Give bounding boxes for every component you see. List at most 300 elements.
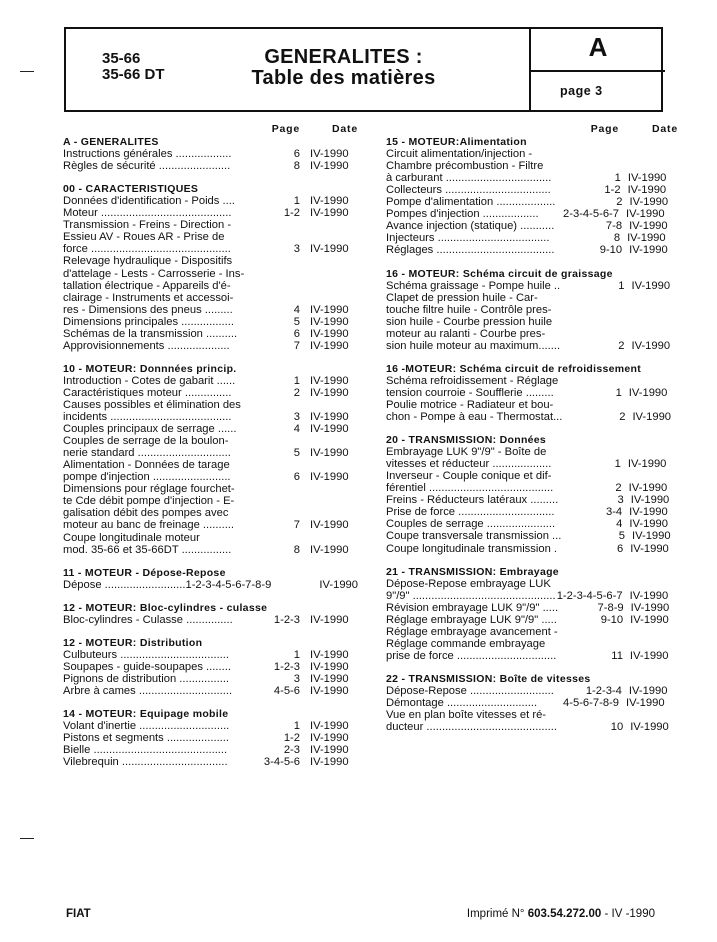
entry-date: IV-1990 <box>310 613 349 626</box>
entry-date: IV-1990 <box>629 649 669 662</box>
page-title <box>221 47 466 89</box>
toc-entry <box>386 638 678 650</box>
entry-date <box>300 532 358 544</box>
entry-date: IV-1990 <box>629 244 668 257</box>
entry-page: 1 <box>614 172 621 185</box>
toc-entry <box>63 304 358 316</box>
entry-title: Pignons de distribution ................ <box>63 672 230 685</box>
entry-title: tension courroie - Soufflerie ......... <box>386 386 554 399</box>
entry-page: 2-3 <box>283 744 300 757</box>
entry-title: Chambre précombustion - Filtre <box>386 160 544 173</box>
toc-entry <box>386 482 678 494</box>
entry-page <box>547 638 619 650</box>
toc-entry <box>63 673 358 685</box>
entry-title: Dépose-Repose ........................... <box>386 684 554 697</box>
toc-entry <box>63 231 358 243</box>
entry-date: IV-1990 <box>310 339 349 352</box>
entry-title: Dépose ..........................1-2-3-4-5-6-7-8-9 <box>63 578 272 591</box>
entry-page: 2 <box>616 196 623 209</box>
entry-date: IV-1990 <box>630 494 670 507</box>
section-box <box>529 29 665 110</box>
entry-date: IV-1990 <box>310 672 349 685</box>
toc-entry <box>63 292 358 304</box>
entry-page <box>551 578 621 590</box>
toc-entry <box>63 720 358 732</box>
toc-section <box>63 708 358 768</box>
entry-title: Bielle ........................................... <box>63 744 228 757</box>
entry-date: IV-1990 <box>310 447 349 460</box>
toc-entry <box>63 649 358 661</box>
entry-page: 4-5-6-7-8-9 <box>563 697 619 710</box>
entry-title: Pompes d'injection .................. <box>386 208 539 221</box>
toc-entry <box>386 244 678 256</box>
entry-title: Règles de sécurité ....................... <box>63 160 231 173</box>
toc-entry <box>386 411 678 423</box>
toc-entry <box>386 543 678 555</box>
entry-page: 7 <box>293 339 300 352</box>
entry-title: te Cde débit pompe d'injection - E- <box>63 495 235 508</box>
entry-date: IV-1990 <box>310 207 349 220</box>
column-header-date: Date <box>652 123 678 135</box>
entry-title: Coupe longitudinale moteur <box>63 531 200 544</box>
column-header <box>386 123 678 135</box>
entry-title: pompe d'injection ......................... <box>63 471 231 484</box>
section-title: 15 - MOTEUR:Alimentation <box>386 136 527 149</box>
toc-entry <box>386 697 678 709</box>
entry-title: prise de force ................................ <box>386 649 557 662</box>
entry-title: nerie standard .............................. <box>63 447 231 460</box>
toc-entry <box>63 195 358 207</box>
toc-entry <box>63 340 358 352</box>
toc-section <box>63 363 358 556</box>
entry-page <box>250 219 300 231</box>
entry-title: Volant d'inertie ............................. <box>63 720 230 733</box>
section-title: 16 - MOTEUR: Schéma circuit de graissage <box>386 267 613 280</box>
entry-date: IV-1990 <box>310 744 349 757</box>
edge-mark-top <box>20 71 34 72</box>
entry-page <box>547 148 619 160</box>
toc-entry <box>386 721 678 733</box>
toc-entry <box>63 532 358 544</box>
entry-title: clairage - Instruments et accessoi- <box>63 291 234 304</box>
toc-section <box>386 673 678 733</box>
entry-title: Avance injection (statique) ........... <box>386 220 555 233</box>
entry-page: 1 <box>614 458 621 471</box>
entry-title: Injecteurs .................................... <box>386 232 550 245</box>
toc-entry <box>386 458 678 470</box>
entry-title: Transmission - Freins - Direction - <box>63 219 232 232</box>
section-title: 12 - MOTEUR: Bloc-cylindres - culasse <box>63 601 268 614</box>
toc-entry <box>63 148 358 160</box>
toc-section <box>386 434 678 554</box>
entry-date <box>619 328 678 340</box>
page-number: page 3 <box>560 84 603 98</box>
entry-title: férentiel ........................................ <box>386 482 554 495</box>
entry-date: IV-1990 <box>630 613 669 626</box>
column-header-date: Date <box>332 123 358 135</box>
toc-entry <box>63 756 358 768</box>
entry-page: 1-2 <box>283 732 300 745</box>
toc-entry <box>63 661 358 673</box>
section-title: 12 - MOTEUR: Distribution <box>63 636 203 649</box>
entry-title: Collecteurs .................................. <box>386 184 551 197</box>
entry-date: IV-1990 <box>310 195 349 208</box>
entry-page: 1-2-3-4 <box>585 684 622 697</box>
toc-entry <box>63 387 358 399</box>
section-title: A - GENERALITES <box>63 136 159 149</box>
entry-title: Moteur .......................................... <box>63 207 232 220</box>
entry-date <box>619 148 678 160</box>
entry-page: 1-2 <box>283 207 300 220</box>
entry-title: res - Dimensions des pneus ......... <box>63 303 233 316</box>
entry-title: tallation électrique - Appareils d'é- <box>63 279 231 292</box>
toc-section <box>386 268 678 352</box>
section-title: 21 - TRANSMISSION: Embrayage <box>386 565 559 578</box>
entry-date: IV-1990 <box>310 471 349 484</box>
toc-entry <box>386 614 678 626</box>
entry-date: IV-1990 <box>319 578 358 591</box>
toc-entry <box>386 280 678 292</box>
entry-page: 7-8-9 <box>597 601 624 614</box>
entry-date <box>619 638 678 650</box>
section-title: 10 - MOTEUR: Donnnées princip. <box>63 362 237 375</box>
toc-entry <box>386 375 678 387</box>
entry-title: 9"/9" .............................................. <box>386 589 556 602</box>
toc-entry <box>63 399 358 411</box>
model-1: 35-66 <box>102 50 141 67</box>
entry-date <box>621 304 678 316</box>
entry-page: 6 <box>616 542 624 555</box>
entry-page: 2 <box>618 339 625 352</box>
entry-date <box>300 255 358 267</box>
entry-page: 1-2 <box>604 184 621 197</box>
toc-entry <box>386 578 678 590</box>
entry-page: 3 <box>617 494 624 507</box>
entry-date: IV-1990 <box>629 220 668 233</box>
entry-page: 6 <box>293 148 300 161</box>
entry-title: moteur au ralanti - Courbe pres- <box>386 327 546 340</box>
entry-title: Causes possibles et élimination des <box>63 398 241 411</box>
printed-suffix: - IV -1990 <box>604 908 655 920</box>
column-header-page: Page <box>271 123 300 135</box>
entry-title: Couples principaux de serrage ...... <box>63 423 237 436</box>
entry-title: Pistons et segments .................... <box>63 732 230 745</box>
toc-entry <box>386 220 678 232</box>
entry-date: IV-1990 <box>310 327 349 340</box>
entry-title: Réglages ...................................... <box>386 244 555 257</box>
section-title: 00 - CARACTERISTIQUES <box>63 183 199 196</box>
toc-entry <box>386 148 678 160</box>
toc-entry <box>63 268 358 280</box>
toc-entry <box>63 435 358 447</box>
toc-entry <box>63 447 358 459</box>
entry-page: 4-5-6 <box>273 684 300 697</box>
entry-date <box>300 495 358 507</box>
toc-entry <box>386 602 678 614</box>
entry-page: 1-2-3 <box>273 660 300 673</box>
toc-entry <box>63 732 358 744</box>
entry-date: IV-1990 <box>310 411 349 424</box>
section-title: 20 - TRANSMISSION: Données <box>386 434 547 447</box>
entry-date: IV-1990 <box>627 458 667 471</box>
entry-page: 11 <box>611 649 623 662</box>
entry-date <box>300 219 358 231</box>
entry-title: Coupe longitudinale transmission . <box>386 542 558 555</box>
entry-title: Alimentation - Données de tarage <box>63 459 230 472</box>
entry-page <box>547 160 619 172</box>
toc-section <box>386 566 678 662</box>
entry-page: 4 <box>293 423 300 436</box>
entry-page: 2 <box>615 482 622 495</box>
toc-entry <box>63 423 358 435</box>
entry-page: 8 <box>293 543 300 556</box>
entry-date: IV-1990 <box>310 315 349 328</box>
entry-title: sion huile - Courbe pression huile <box>386 315 553 328</box>
entry-page <box>250 495 300 507</box>
entry-page: 9-10 <box>600 613 624 626</box>
entry-title: à carburant .................................. <box>386 172 552 185</box>
entry-page <box>250 280 300 292</box>
entry-page: 4 <box>616 518 623 531</box>
entry-page <box>250 292 300 304</box>
entry-date: IV-1990 <box>629 196 669 209</box>
entry-title: sion huile moteur au maximum....... <box>386 339 561 352</box>
entry-title: Arbre à cames .............................. <box>63 684 233 697</box>
entry-title: Réglage embrayage avancement - <box>386 625 558 638</box>
entry-title: ducteur .......................................... <box>386 721 557 734</box>
entry-title: Caractéristiques moteur ............... <box>63 386 232 399</box>
toc-entry <box>386 685 678 697</box>
entry-page <box>558 375 623 387</box>
entry-page: 1-2-3 <box>273 613 300 626</box>
title-line-1: GENERALITES : <box>264 46 423 68</box>
entry-page: 1 <box>618 279 625 292</box>
entry-date: IV-1990 <box>630 601 670 614</box>
toc-entry <box>386 387 678 399</box>
toc-entry <box>386 184 678 196</box>
entry-page: 4 <box>293 303 300 316</box>
toc-entry <box>386 196 678 208</box>
column-header <box>63 123 358 135</box>
entry-date: IV-1990 <box>629 589 669 602</box>
entry-title: Soupapes - guide-soupapes ........ <box>63 660 231 673</box>
entry-page <box>271 579 309 591</box>
entry-date <box>621 316 678 328</box>
entry-date: IV-1990 <box>627 232 666 245</box>
entry-date: IV-1990 <box>626 208 665 221</box>
entry-title: Relevage hydraulique - Dispositifs <box>63 255 233 268</box>
entry-page <box>250 483 300 495</box>
toc-right-column <box>386 123 678 733</box>
entry-page: 3-4-5-6 <box>263 756 300 769</box>
toc-entry <box>63 744 358 756</box>
entry-page <box>250 399 300 411</box>
entry-title: Introduction - Cotes de gabarit ...... <box>63 374 236 387</box>
toc-entry <box>386 518 678 530</box>
entry-page: 1 <box>293 195 300 208</box>
toc-entry <box>386 208 678 220</box>
entry-date <box>621 578 678 590</box>
entry-page: 7-8 <box>605 220 623 233</box>
entry-date: IV-1990 <box>310 648 349 661</box>
section-title: 11 - MOTEUR - Dépose-Repose <box>63 566 226 579</box>
entry-title: Schéma refroidissement - Réglage <box>386 374 559 387</box>
entry-page <box>552 316 621 328</box>
entry-page <box>250 268 300 280</box>
entry-page <box>250 435 300 447</box>
entry-date: IV-1990 <box>630 721 669 734</box>
entry-title: Poulie motrice - Radiateur et bou- <box>386 398 554 411</box>
entry-date: IV-1990 <box>632 411 672 424</box>
toc-entry <box>386 304 678 316</box>
toc-entry <box>386 494 678 506</box>
entry-title: force ............................................. <box>63 243 231 256</box>
entry-page: 2-3-4-5-6-7 <box>563 208 619 221</box>
entry-page: 1-2-3-4-5-6-7 <box>556 589 623 602</box>
entry-date: IV-1990 <box>627 172 667 185</box>
toc-entry <box>63 495 358 507</box>
toc-entry <box>386 506 678 518</box>
printed-number: 603.54.272.00 <box>527 908 602 920</box>
entry-title: moteur au banc de freinage .......... <box>63 519 235 532</box>
entry-title: Essieu AV - Roues AR - Prise de <box>63 231 225 244</box>
entry-date <box>622 399 678 411</box>
toc-entry <box>386 292 678 304</box>
entry-title: Schémas de la transmission .......... <box>63 327 238 340</box>
entry-page <box>547 328 619 340</box>
toc-entry <box>63 375 358 387</box>
toc-entry <box>63 411 358 423</box>
entry-title: Réglage embrayage LUK 9"/9" ..... <box>386 613 557 626</box>
entry-date <box>619 292 678 304</box>
footer-brand: FIAT <box>66 908 91 920</box>
entry-page: 5 <box>293 447 300 460</box>
model-2: 35-66 DT <box>102 66 165 83</box>
entry-page: 1 <box>293 648 300 661</box>
entry-title: Freins - Réducteurs latéraux ......... <box>386 494 559 507</box>
toc-section <box>63 602 358 626</box>
entry-page: 5 <box>618 530 626 543</box>
entry-page: 9-10 <box>599 244 623 257</box>
column-header-page: Page <box>590 123 619 135</box>
entry-date: IV-1990 <box>626 697 665 710</box>
toc-entry <box>63 685 358 697</box>
entry-date: IV-1990 <box>310 756 349 769</box>
entry-date: IV-1990 <box>629 506 668 519</box>
entry-date: IV-1990 <box>310 160 349 173</box>
section-title: 22 - TRANSMISSION: Boîte de vitesses <box>386 672 591 685</box>
entry-page: 7 <box>293 519 300 532</box>
entry-date: IV-1990 <box>310 423 349 436</box>
toc-entry <box>386 626 678 638</box>
model-names <box>102 51 165 83</box>
entry-title: Instructions générales .................. <box>63 148 232 161</box>
toc-section <box>386 363 678 423</box>
toc-entry <box>63 459 358 471</box>
entry-date: IV-1990 <box>310 720 349 733</box>
entry-title: Couples de serrage ...................... <box>386 518 556 531</box>
entry-page <box>250 255 300 267</box>
entry-page: 3 <box>293 243 300 256</box>
toc-entry <box>63 316 358 328</box>
title-line-2: Table des matières <box>251 67 436 89</box>
entry-page: 8 <box>613 232 621 245</box>
toc-entry <box>386 650 678 662</box>
toc-entry <box>63 579 358 591</box>
entry-page: 1 <box>293 720 300 733</box>
entry-date <box>624 375 678 387</box>
entry-title: Clapet de pression huile - Car- <box>386 291 538 304</box>
section-box-divider <box>531 70 665 72</box>
entry-date <box>300 280 358 292</box>
entry-title: Dimensions principales ................. <box>63 315 234 328</box>
entry-date <box>623 626 678 638</box>
toc-section <box>63 183 358 352</box>
entry-page <box>558 626 624 638</box>
edge-mark-bottom <box>20 838 34 839</box>
entry-title: Dépose-Repose embrayage LUK <box>386 577 551 590</box>
entry-date <box>300 483 358 495</box>
entry-date: IV-1990 <box>627 184 667 197</box>
entry-date <box>300 292 358 304</box>
entry-title: touche filtre huile - Contrôle pres- <box>386 303 552 316</box>
toc-entry <box>386 160 678 172</box>
entry-date: IV-1990 <box>310 374 349 387</box>
entry-date <box>621 470 678 482</box>
entry-page <box>547 446 619 458</box>
entry-page <box>250 532 300 544</box>
entry-date: IV-1990 <box>628 684 668 697</box>
entry-date <box>300 459 358 471</box>
printed-prefix: Imprimé N° <box>466 908 525 920</box>
entry-date: IV-1990 <box>310 243 349 256</box>
toc-entry <box>63 280 358 292</box>
header-frame <box>64 27 663 112</box>
entry-page: 6 <box>293 327 300 340</box>
entry-title: Données d'identification - Poids .... <box>63 195 235 208</box>
entry-date: IV-1990 <box>628 386 668 399</box>
entry-page <box>250 459 300 471</box>
entry-title: Réglage commande embrayage <box>386 637 546 650</box>
entry-title: Vilebrequin .................................. <box>63 756 228 769</box>
toc-entry <box>63 255 358 267</box>
entry-title: Embrayage LUK 9"/9" - Boîte de <box>386 446 547 459</box>
entry-date: IV-1990 <box>628 482 668 495</box>
entry-date <box>300 399 358 411</box>
toc-entry <box>63 614 358 626</box>
toc-section <box>63 136 358 172</box>
entry-title: Approvisionnements .................... <box>63 339 230 352</box>
entry-title: Révision embrayage LUK 9"/9" ..... <box>386 601 559 614</box>
section-letter: A <box>588 32 608 62</box>
toc-entry <box>386 709 678 721</box>
toc-entry <box>63 544 358 556</box>
entry-page: 8 <box>293 160 300 173</box>
entry-title: Couples de serrage de la boulon- <box>63 435 229 448</box>
entry-date <box>619 709 678 721</box>
entry-date: IV-1990 <box>310 684 349 697</box>
entry-page <box>551 470 620 482</box>
toc-entry <box>63 507 358 519</box>
entry-title: Inverseur - Couple conique et dif- <box>386 470 552 483</box>
entry-page: 3 <box>293 411 300 424</box>
toc-entry <box>63 207 358 219</box>
entry-page: 5 <box>293 315 300 328</box>
entry-page: 10 <box>610 721 624 734</box>
entry-page: 2 <box>619 411 626 424</box>
entry-page <box>547 292 619 304</box>
entry-date <box>300 507 358 519</box>
